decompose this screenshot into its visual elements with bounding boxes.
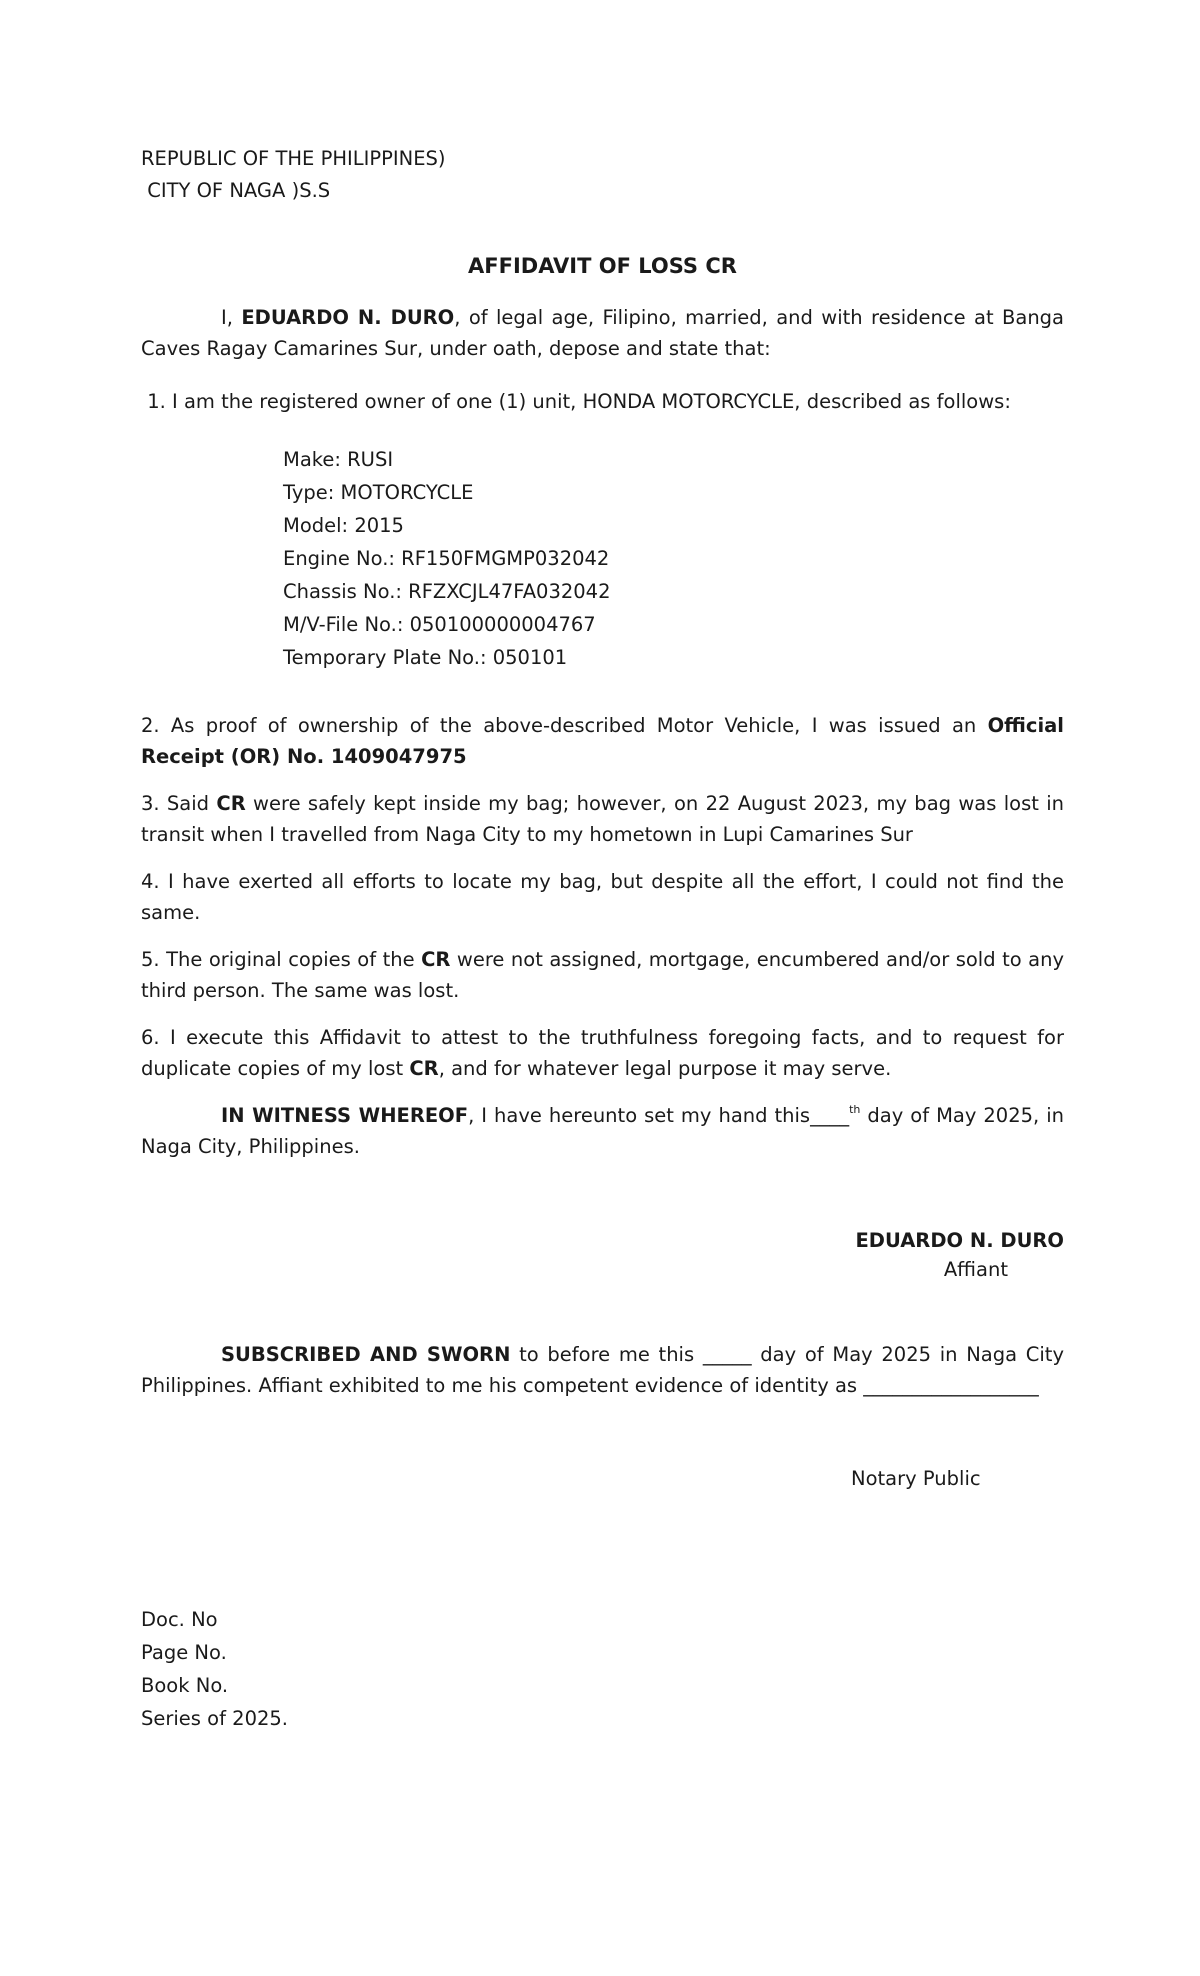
witness-sup: th: [849, 1103, 861, 1116]
item-3: [141, 788, 1064, 850]
affiant-name: EDUARDO N. DURO: [855, 1229, 1064, 1252]
vehicle-type: Type: MOTORCYCLE: [283, 481, 474, 504]
vehicle-model: Model: 2015: [283, 514, 404, 537]
vehicle-engine: Engine No.: RF150FMGMP032042: [283, 547, 610, 570]
notary-public-label: Notary Public: [851, 1467, 981, 1490]
jurat-heading: SUBSCRIBED AND SWORN: [221, 1343, 511, 1366]
item-6-cr: CR: [409, 1057, 439, 1080]
vehicle-plate: Temporary Plate No.: 050101: [283, 646, 568, 669]
item-5: [141, 944, 1064, 1006]
vehicle-chassis: Chassis No.: RFZXCJL47FA032042: [283, 580, 611, 603]
book-no: Book No.: [141, 1674, 229, 1697]
venue-header: [141, 143, 1064, 207]
item-3-cr: CR: [216, 792, 246, 815]
item-5-pre: 5. The original copies of the: [141, 948, 422, 971]
item-5-cr: CR: [421, 948, 451, 971]
affiant-label: Affiant: [943, 1258, 1008, 1281]
witness-post: day of May 2025, in Naga City, Philippines.: [141, 1104, 1064, 1158]
page-no: Page No.: [141, 1641, 227, 1664]
item-3-post: were safely kept inside my bag; however, on 22 August 2023, my bag was lost in transit when I travelled from Naga City to my hometown in Lupi Camarines Sur: [141, 792, 1064, 846]
affiant-signature-block: [820, 1226, 1064, 1284]
item-3-pre: 3. Said: [141, 792, 217, 815]
venue-republic: REPUBLIC OF THE PHILIPPINES): [141, 147, 446, 170]
vehicle-details: [283, 443, 610, 674]
series: Series of 2025.: [141, 1707, 288, 1730]
affiant-name-intro: EDUARDO N. DURO: [241, 306, 455, 329]
item-6: [141, 1022, 1064, 1084]
jurat-paragraph: [141, 1339, 1064, 1401]
intro-paragraph: [141, 302, 1064, 364]
intro-rest: , of legal age, Filipino, married, and with residence at Banga Caves Ragay Camarines Sur, under oath, depose and state that:: [141, 306, 1065, 360]
witness-pre: , I have hereunto set my hand this____: [468, 1104, 850, 1127]
item-4: 4. I have exerted all efforts to locate my bag, but despite all the effort, I could not find the same.: [141, 870, 1064, 924]
item-2: [141, 710, 1064, 772]
jurat-text: to before me this _____ day of May 2025 in Naga City Philippines. Affiant exhibited to me his competent evidence of identity as __________________: [141, 1343, 1064, 1397]
witness-heading: IN WITNESS WHEREOF: [221, 1104, 469, 1127]
notarial-register: [141, 1603, 1064, 1735]
witness-paragraph: [141, 1100, 1064, 1162]
doc-no: Doc. No: [141, 1608, 218, 1631]
vehicle-mv-file: M/V-File No.: 050100000004767: [283, 613, 596, 636]
official-receipt-number: Official Receipt (OR) No. 1409047975: [141, 714, 1064, 768]
intro-prefix: I,: [221, 306, 242, 329]
item-5-post: were not assigned, mortgage, encumbered and/or sold to any third person. The same was lost.: [141, 948, 1064, 1002]
vehicle-make: Make: RUSI: [283, 448, 394, 471]
venue-city: CITY OF NAGA )S.S: [141, 179, 331, 202]
item-6-post: , and for whatever legal purpose it may serve.: [438, 1057, 892, 1080]
item-6-pre: 6. I execute this Affidavit to attest to the truthfulness foregoing facts, and to request for duplicate copies of my lost: [141, 1026, 1064, 1080]
item-2-text: 2. As proof of ownership of the above-described Motor Vehicle, I was issued an: [141, 714, 988, 737]
document-title: AFFIDAVIT OF LOSS CR: [468, 254, 737, 278]
item-1: 1. I am the registered owner of one (1) unit, HONDA MOTORCYCLE, described as follows:: [141, 390, 1011, 413]
